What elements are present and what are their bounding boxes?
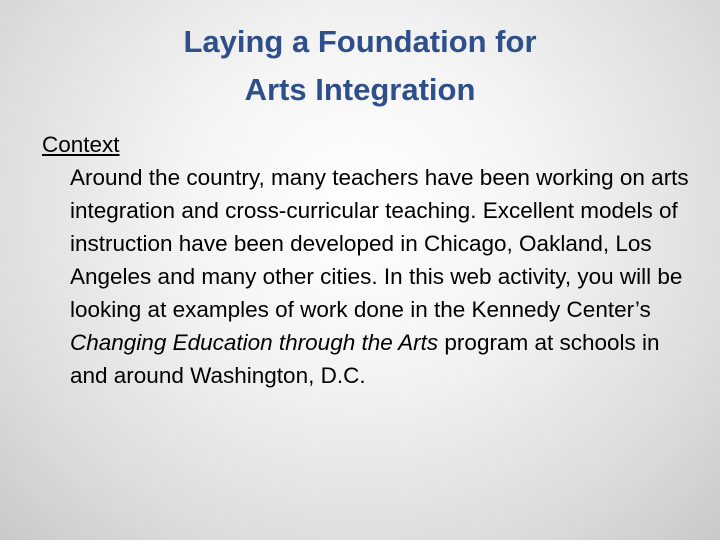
context-paragraph xyxy=(42,161,690,392)
program-name: Changing Education through the Arts xyxy=(70,330,439,355)
paragraph-text-part-2: program at schools in and around Washington, D.C. xyxy=(70,330,660,388)
title-line-2: Arts Integration xyxy=(244,72,476,107)
context-heading: Context xyxy=(42,132,120,157)
paragraph-text-part-1: Around the country, many teachers have been working on arts integration and cross-curricular teaching. Excellent models of instruction have been developed in Chicago, Oakland, Los Angeles and many other cities. In this web activity, you will be looking at examples of work done in the Kennedy Center’s xyxy=(70,165,689,322)
title-line-1: Laying a Foundation for xyxy=(183,24,537,59)
slide-body xyxy=(42,128,702,392)
slide-title xyxy=(0,18,720,114)
